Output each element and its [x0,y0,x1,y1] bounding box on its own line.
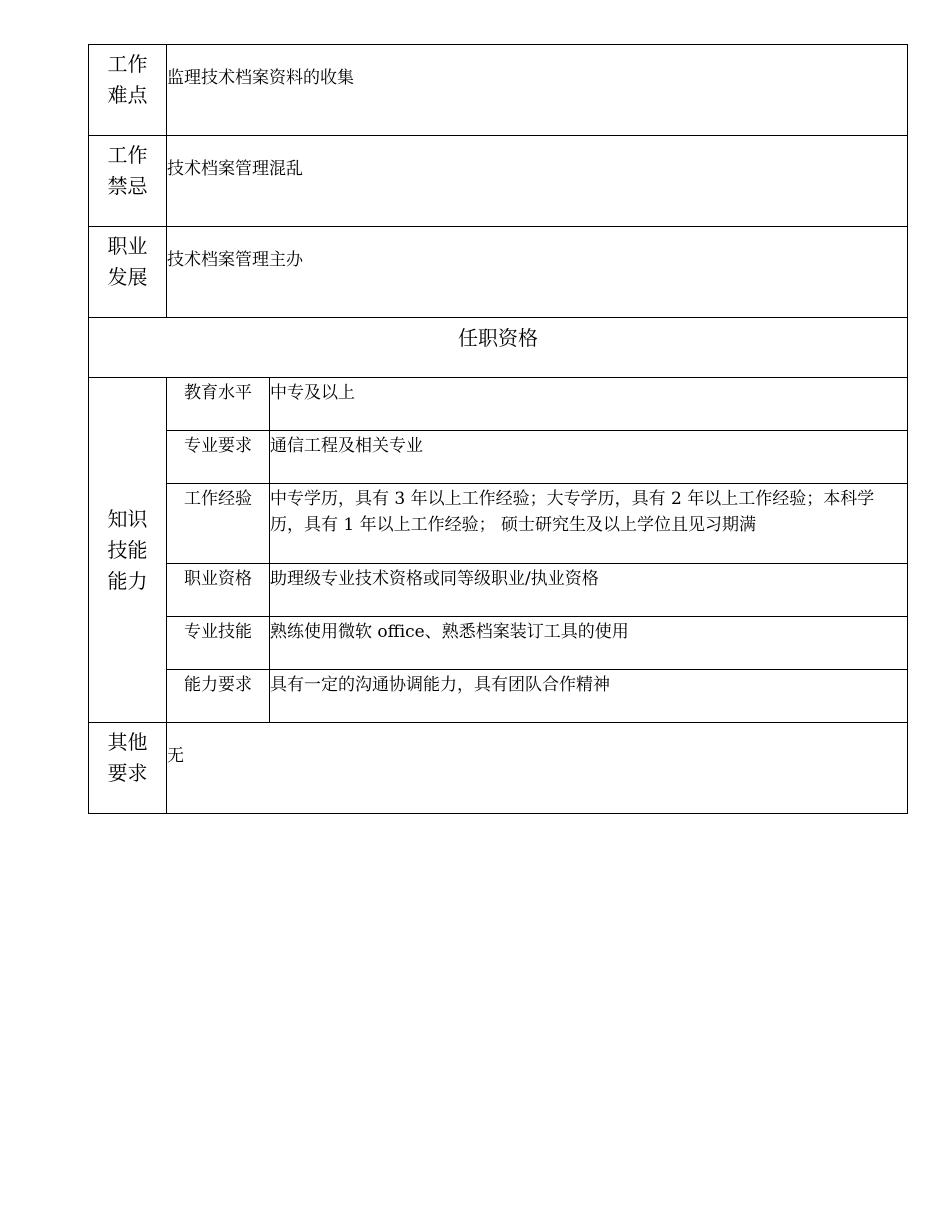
row-qual-education [89,378,908,431]
sub-label-skills: 专业技能 [167,617,270,670]
job-description-table [88,44,908,814]
label-line: 工作 [107,143,148,167]
row-work-difficulty [89,45,908,136]
row-qual-experience [89,484,908,564]
sub-value-major: 通信工程及相关专业 [270,431,908,484]
row-work-taboo [89,136,908,227]
sub-value-certification: 助理级专业技术资格或同等级职业/执业资格 [270,564,908,617]
label-line: 其他 [107,730,148,754]
value-work-difficulty [167,45,908,136]
sub-value-experience: 中专学历，具有 3 年以上工作经验；大专学历，具有 2 年以上工作经验；本科学历，具有 1 年以上工作经验； 硕士研究生及以上学位且见习期满 [270,484,908,564]
label-career-development [89,227,167,318]
row-qual-certification [89,564,908,617]
row-other-requirements [89,723,908,814]
row-qual-skills [89,617,908,670]
value-text: 技术档案管理主办 [167,250,303,270]
row-qual-ability [89,670,908,723]
sub-value-education: 中专及以上 [270,378,908,431]
label-line: 发展 [107,265,148,289]
sub-label-major: 专业要求 [167,431,270,484]
value-text: 技术档案管理混乱 [167,159,303,179]
sub-label-experience: 工作经验 [167,484,270,564]
label-line: 工作 [107,52,148,76]
label-line: 技能 [107,537,148,562]
section-title-qualifications: 任职资格 [89,318,908,378]
row-qualifications-header [89,318,908,378]
label-line: 能力 [107,568,148,593]
label-work-difficulty [89,45,167,136]
sub-value-skills: 熟练使用微软 office、熟悉档案装订工具的使用 [270,617,908,670]
label-line: 难点 [107,83,148,107]
label-line: 禁忌 [107,174,148,198]
value-other-requirements [167,723,908,814]
sub-label-ability: 能力要求 [167,670,270,723]
row-qual-major [89,431,908,484]
value-text: 无 [167,746,184,766]
sub-label-certification: 职业资格 [167,564,270,617]
label-line: 职业 [107,234,148,258]
label-other-requirements [89,723,167,814]
value-career-development [167,227,908,318]
value-text: 监理技术档案资料的收集 [167,68,354,88]
sub-value-ability: 具有一定的沟通协调能力，具有团队合作精神 [270,670,908,723]
label-knowledge-skills-ability [89,378,167,723]
sub-label-education: 教育水平 [167,378,270,431]
label-work-taboo [89,136,167,227]
label-line: 知识 [107,506,148,531]
label-line: 要求 [107,761,148,785]
row-career-development [89,227,908,318]
value-work-taboo [167,136,908,227]
